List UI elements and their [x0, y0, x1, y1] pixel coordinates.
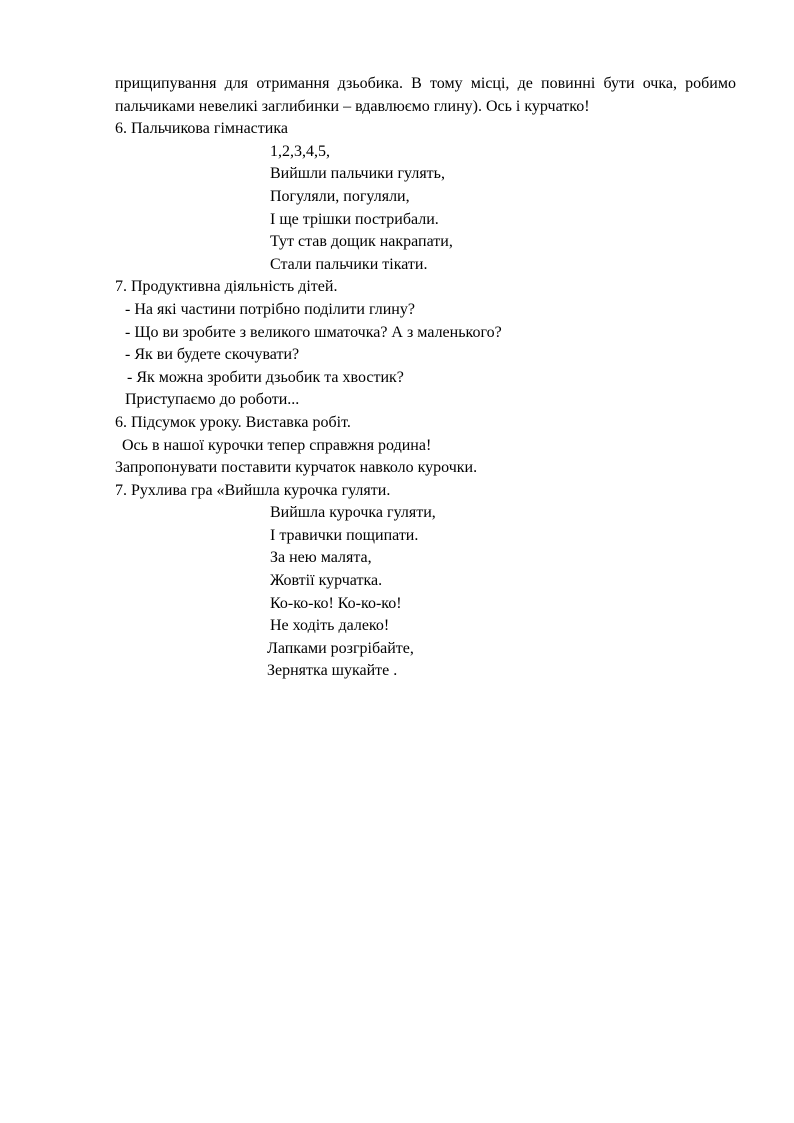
outdoor-game-poem	[115, 502, 736, 683]
summary-line: Запропонувати поставити курчаток навколо курочки.	[115, 459, 478, 477]
question-item: - На які частини потрібно поділити глину?	[125, 300, 415, 318]
poem-line: Стали пальчики тікати.	[270, 255, 428, 273]
section-productive-activity-heading: 7. Продуктивна діяльність дітей.	[115, 278, 338, 296]
poem-line: Вийшла курочка гуляти,	[270, 504, 436, 522]
poem-line: Тут став дощик накрапати,	[270, 233, 453, 251]
poem-line: І ще трішки пострибали.	[270, 210, 439, 228]
question-item: - Що ви зробите з великого шматочка? А з маленького?	[125, 323, 502, 341]
closing-line: Приступаємо до роботи...	[125, 391, 300, 409]
question-item: - Як можна зробити дзьобик та хвостик?	[127, 368, 404, 386]
document-body	[115, 73, 736, 683]
intro-paragraph: прищипування для отримання дзьобика. В тому місці, де повинні бути очка, робимо пальчиками невеликі заглибинки – вдавлюємо глину). Ось і курчатко!	[115, 75, 736, 115]
poem-line: Ко-ко-ко! Ко-ко-ко!	[270, 594, 402, 612]
section-outdoor-game-heading: 7. Рухлива гра «Вийшла курочка гуляти.	[115, 481, 391, 499]
question-item: - Як ви будете скочувати?	[125, 346, 300, 364]
section-lesson-summary-heading: 6. Підсумок уроку. Виставка робіт.	[115, 413, 351, 431]
summary-line: Ось в нашої курочки тепер справжня родина!	[122, 436, 432, 454]
poem-line: 1,2,3,4,5,	[270, 142, 330, 160]
poem-line: Жовтії курчатка.	[270, 572, 383, 590]
poem-line: Лапками розгрібайте,	[267, 639, 414, 657]
poem-line: Вийшли пальчики гулять,	[270, 165, 445, 183]
section-finger-gymnastics-heading: 6. Пальчикова гімнастика	[115, 120, 288, 138]
poem-line: За нею малята,	[270, 549, 372, 567]
poem-line: Погуляли, погуляли,	[270, 187, 410, 205]
poem-line: І травички пощипати.	[270, 526, 419, 544]
poem-line: Зернятка шукайте .	[267, 662, 398, 680]
poem-line: Не ходіть далеко!	[270, 617, 390, 635]
finger-gymnastics-poem	[115, 141, 736, 277]
